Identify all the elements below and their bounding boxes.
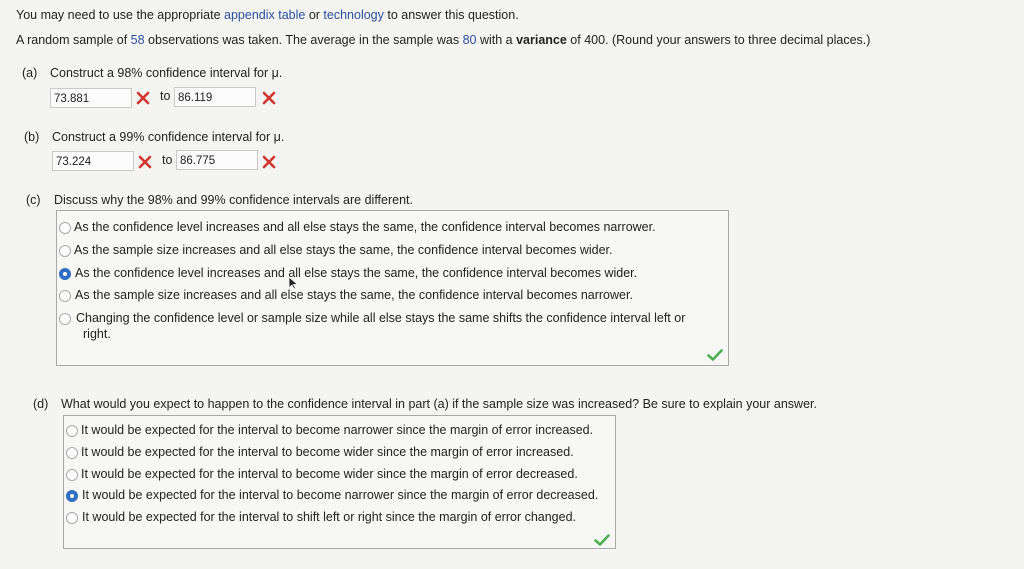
part-b-to-label: to bbox=[162, 153, 173, 167]
part-d-option-4-radio[interactable] bbox=[66, 512, 78, 524]
part-c-option-3-label[interactable]: As the sample size increases and all else stays the same, the confidence interval becomes narrower. bbox=[75, 288, 633, 302]
problem-text: of bbox=[566, 33, 585, 47]
part-b-question: Construct a 99% confidence interval for μ. bbox=[52, 130, 285, 144]
part-c-option-1-label[interactable]: As the sample size increases and all else stays the same, the confidence interval becomes wider. bbox=[74, 243, 613, 257]
part-b-label: (b) bbox=[24, 130, 40, 144]
incorrect-x-icon bbox=[262, 155, 276, 169]
incorrect-x-icon bbox=[136, 91, 150, 105]
sample-mean-value: 80 bbox=[462, 33, 477, 47]
part-c-option-4-label[interactable]: Changing the confidence level or sample size while all else stays the same shifts the confidence interval left or bbox=[76, 311, 686, 325]
part-d-option-0-radio[interactable] bbox=[66, 425, 78, 437]
problem-text: with a bbox=[476, 33, 517, 47]
correct-check-icon bbox=[594, 534, 610, 546]
part-c-option-0-label[interactable]: As the confidence level increases and all else stays the same, the confidence interval becomes narrower. bbox=[74, 220, 656, 234]
part-c-label: (c) bbox=[26, 193, 41, 207]
mouse-cursor-icon bbox=[288, 276, 298, 290]
part-c-option-3-radio[interactable] bbox=[59, 290, 71, 302]
part-d-option-1-label[interactable]: It would be expected for the interval to become wider since the margin of error increased. bbox=[81, 445, 574, 459]
problem-text: . (Round your answers to three decimal places.) bbox=[605, 33, 871, 47]
part-c-option-0-radio[interactable] bbox=[59, 222, 71, 234]
part-a-to-label: to bbox=[160, 89, 171, 103]
part-d-option-1-radio[interactable] bbox=[66, 447, 78, 459]
variance-value: 400 bbox=[584, 33, 606, 47]
correct-check-icon bbox=[707, 349, 723, 361]
problem-text: A random sample of bbox=[16, 33, 131, 47]
part-b-upper-input[interactable]: 86.775 bbox=[176, 150, 258, 170]
part-d-label: (d) bbox=[33, 397, 49, 411]
part-c-option-1-radio[interactable] bbox=[59, 245, 71, 257]
instructions-text: You may need to use the appropriate bbox=[16, 8, 225, 22]
part-d-option-3-label[interactable]: It would be expected for the interval to become narrower since the margin of error decreased. bbox=[82, 488, 599, 502]
incorrect-x-icon bbox=[138, 155, 152, 169]
part-d-option-3-radio-selected[interactable] bbox=[66, 490, 78, 502]
part-c-option-4-radio[interactable] bbox=[59, 313, 71, 325]
part-a-lower-input[interactable]: 73.881 bbox=[50, 88, 132, 108]
part-d-option-4-label[interactable]: It would be expected for the interval to shift left or right since the margin of error changed. bbox=[82, 510, 577, 524]
part-a-question: Construct a 98% confidence interval for μ. bbox=[50, 66, 283, 80]
part-c-options-box bbox=[56, 210, 729, 366]
problem-text: observations was taken. The average in the sample was bbox=[144, 33, 463, 47]
instructions-text: to answer this question. bbox=[383, 8, 519, 22]
instructions-line bbox=[16, 8, 519, 22]
incorrect-x-icon bbox=[262, 91, 276, 105]
part-c-option-2-label[interactable]: As the confidence level increases and all else stays the same, the confidence interval becomes wider. bbox=[75, 266, 638, 280]
part-c-option-2-radio-selected[interactable] bbox=[59, 268, 71, 280]
part-d-question: What would you expect to happen to the confidence interval in part (a) if the sample size was increased? Be sure to explain your answer. bbox=[61, 397, 817, 411]
part-d-option-2-label[interactable]: It would be expected for the interval to become wider since the margin of error decreased. bbox=[81, 467, 578, 481]
part-d-option-0-label[interactable]: It would be expected for the interval to become narrower since the margin of error increased. bbox=[81, 423, 594, 437]
part-c-question: Discuss why the 98% and 99% confidence intervals are different. bbox=[54, 193, 413, 207]
problem-statement bbox=[16, 33, 870, 47]
variance-term: variance bbox=[516, 33, 567, 47]
part-a-upper-input[interactable]: 86.119 bbox=[174, 87, 256, 107]
part-c-option-4-label-cont[interactable]: right. bbox=[83, 327, 111, 341]
part-b-lower-input[interactable]: 73.224 bbox=[52, 151, 134, 171]
instructions-text: or bbox=[305, 8, 324, 22]
part-d-options-box bbox=[63, 415, 616, 549]
technology-link[interactable]: technology bbox=[323, 8, 384, 22]
part-a-label: (a) bbox=[22, 66, 38, 80]
part-d-option-2-radio[interactable] bbox=[66, 469, 78, 481]
appendix-table-link[interactable]: appendix table bbox=[224, 8, 306, 22]
sample-size-value: 58 bbox=[130, 33, 145, 47]
